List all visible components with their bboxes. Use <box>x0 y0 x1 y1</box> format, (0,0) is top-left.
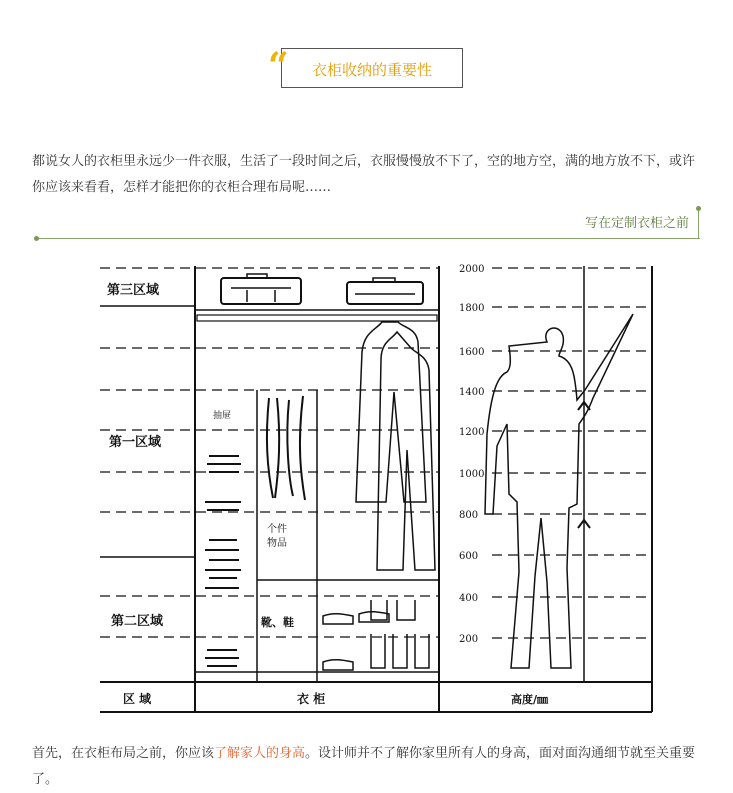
rule-dot-right <box>696 206 701 211</box>
subheading-rule <box>36 238 700 239</box>
zone2-label: 第二区域 <box>111 614 164 629</box>
footer-wardrobe-label: 衣 柜 <box>297 692 326 706</box>
height-tick-label: 1000 <box>459 469 485 480</box>
closing-highlight: 了解家人的身高 <box>214 746 306 761</box>
section-title: 衣柜收纳的重要性 <box>312 61 433 79</box>
closing-paragraph <box>32 741 704 793</box>
footer-zone-label: 区 域 <box>123 692 152 706</box>
height-tick-label: 1800 <box>459 303 485 314</box>
subheading: 写在定制衣柜之前 <box>584 216 689 231</box>
closing-text-after: 。设计师并不了解你家里所有人的身高，面对面沟通细节就至关重要了。 <box>32 746 696 787</box>
subheading-rule-vertical <box>698 209 699 239</box>
height-tick-label: 1600 <box>459 347 485 358</box>
closing-text-before: 首先，在衣柜布局之前，你应该 <box>32 746 215 761</box>
height-tick-label: 600 <box>459 551 479 562</box>
height-tick-label: 1200 <box>459 427 485 438</box>
height-tick-label: 400 <box>459 593 479 604</box>
wardrobe-diagram <box>97 260 657 720</box>
small-items-label-1: 个件 <box>267 524 287 535</box>
intro-paragraph: 都说女人的衣柜里永远少一件衣服，生活了一段时间之后，衣服慢慢放不下了，空的地方空，满的地方放不下，或许你应该来看看，怎样才能把你的衣柜合理布局呢…… <box>32 154 696 195</box>
height-tick-label: 2000 <box>459 264 485 275</box>
height-tick-label: 800 <box>459 510 479 521</box>
height-tick-label: 1400 <box>459 387 485 398</box>
zone3-label: 第三区域 <box>107 283 160 298</box>
footer-height-label: 高度/㎜ <box>511 693 549 706</box>
zone1-label: 第一区域 <box>109 435 162 450</box>
shoes-label: 靴、鞋 <box>261 616 294 629</box>
small-items-label-2: 物品 <box>267 538 287 549</box>
rule-dot-left <box>34 236 39 241</box>
height-tick-label: 200 <box>459 634 479 645</box>
drawer-label: 抽屉 <box>213 411 232 421</box>
quote-icon: “ <box>268 45 289 87</box>
